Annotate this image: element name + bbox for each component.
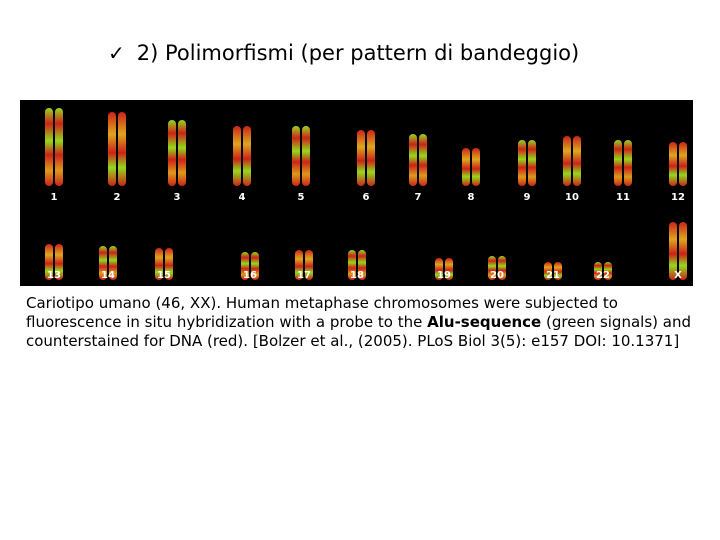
caption-text-end: (green signals) and counterstained for DNA (red). [Bolzer et al., (2005). PLoS Biol 3(5): e157 DOI: 10.1371] [26,313,691,350]
chromosome-label-7: 7 [414,192,422,203]
caption-alu-term: Alu-sequence [427,313,542,331]
chromosome-label-2: 2 [113,192,121,203]
chromosome-label-9: 9 [523,192,531,203]
chromosome-label-12: 12 [671,192,685,203]
chromosome-pair-8 [462,148,480,186]
chromosome-pair-12 [669,142,687,186]
chromosome-pair-9 [518,140,536,186]
chromosome-label-8: 8 [467,192,475,203]
chromosome-label-17: 17 [297,270,311,281]
chromosome-label-1: 1 [50,192,58,203]
chromosome-label-21: 21 [546,270,560,281]
slide-title-text: 2) Polimorfismi (per pattern di bandeggio) [136,41,580,65]
chromosome-label-4: 4 [238,192,246,203]
chromosome-label-6: 6 [362,192,370,203]
chromosome-pair-7 [409,134,427,186]
checkmark-icon: ✓ [108,41,125,65]
chromosome-pair-4 [233,126,251,186]
karyotype-image [20,100,693,286]
karyotype-svg [20,100,693,286]
chromosome-label-19: 19 [437,270,451,281]
chromosome-pair-3 [168,120,186,186]
chromosome-label-10: 10 [565,192,579,203]
chromosome-pair-6 [357,130,375,186]
chromosome-pair-11 [614,140,632,186]
chromosome-label-18: 18 [350,270,364,281]
chromosome-label-3: 3 [173,192,181,203]
caption-text-start: Cariotipo umano (46, XX). Human metaphase chromosomes were subjected to fluorescence in situ hybridization with a probe to the [26,294,618,331]
slide-title [108,36,668,70]
chromosome-label-22: 22 [596,270,610,281]
chromosome-label-15: 15 [157,270,171,281]
figure-caption [26,294,696,351]
chromosome-label-11: 11 [616,192,630,203]
chromosome-pair-10 [563,136,581,186]
chromosome-label-13: 13 [47,270,61,281]
chromosome-label-16: 16 [243,270,257,281]
chromosome-label-14: 14 [101,270,115,281]
chromosome-label-20: 20 [490,270,504,281]
chromosome-label-X: X [674,270,682,281]
chromosome-pair-1 [45,108,63,186]
chromosome-label-5: 5 [297,192,305,203]
chromosome-pair-5 [292,126,310,186]
chromosome-pair-2 [108,112,126,186]
